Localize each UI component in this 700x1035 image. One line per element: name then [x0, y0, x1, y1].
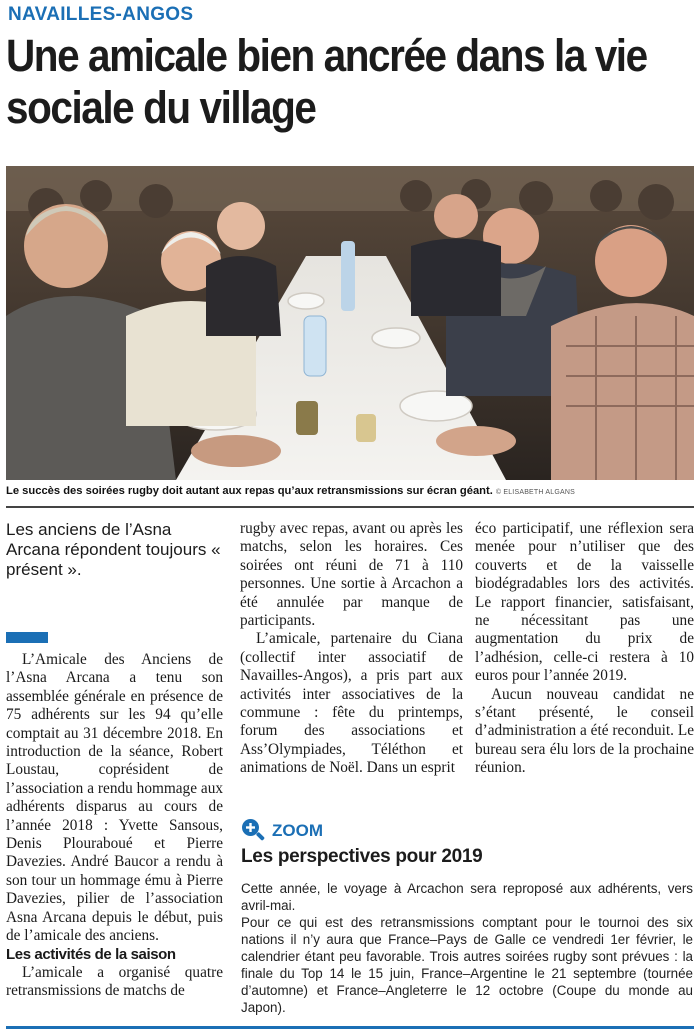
paragraph-rugby-part2: rugby avec repas, avant ou après les matchs, selon les horaires. Ces soirées ont réuni de 71 à 110 personnes. Une sortie à Arcachon a été annulée par manque de participants.: [240, 520, 463, 630]
accent-bar: [6, 632, 48, 643]
paragraph-general-assembly: L’Amicale des Anciens de l’Asna Arcana a tenu son assemblée générale en présence de 75 adhérents sur les 94 qu’elle comptait au 31 décembre 2018. En introduction de la séance, Robert Loustau, coprésident de l’association a rendu hommage aux adhérents disparus au cours de l’année 2018 : Yvette Sansous, Denis Plouraboué et Pierre Davezies. André Baucor a rendu à son tour un hommage ému à Pierre Davezies, pilier de l’association Asna Arcana depuis le début, puis de l’amicale des anciens.: [6, 651, 223, 945]
column-3: [475, 520, 694, 778]
zoom-label: ZOOM: [272, 821, 323, 840]
section-kicker: NAVAILLES-ANGOS: [8, 4, 194, 25]
headline: [6, 30, 647, 134]
magnifier-plus-icon: [240, 817, 266, 843]
headline-line-2: sociale du village: [6, 82, 316, 133]
dinner-scene-illustration: [6, 166, 694, 480]
zoom-title: Les perspectives pour 2019: [241, 846, 483, 867]
paragraph-ciana-part1: L’amicale, partenaire du Ciana (collectif inter associatif de Navailles-Angos), a pris part aux activités inter associatives de la commune : fête du printemps, forum des associations et Ass’Olympiades, Téléthon et animations de Noël. Dans un esprit: [240, 630, 463, 777]
column-2: [240, 520, 463, 778]
divider: [6, 506, 694, 508]
subhead-activities: Les activités de la saison: [6, 945, 176, 963]
paragraph-board: Aucun nouveau candidat ne s’étant présenté, le conseil d’administration a été reconduit. Le bureau sera élu lors de la prochaine réunion.: [475, 685, 694, 777]
zoom-text: [241, 880, 693, 1016]
zoom-paragraph-rugby: Pour ce qui est des retransmissions comptant pour le tournoi des six nations il n’y aura que France–Pays de Galle ce vendredi 1er février, le calendrier étant peu favorable. Trois autres soirées rugby sont prévues : la finale du Top 14 le 15 juin, France–Argentine le 21 septembre (tournée d’automne) et France–Angleterre le 12 octobre (Coupe du monde au Japon).: [241, 915, 693, 1015]
photo-caption: [6, 485, 696, 497]
zoom-paragraph-arcachon: Cette année, le voyage à Arcachon sera reproposé aux adhérents, vers avril-mai.: [241, 881, 693, 913]
photo-credit: © ELISABETH ALGANS: [495, 489, 576, 496]
bottom-rule: [6, 1026, 694, 1029]
column-1: [6, 520, 223, 1000]
caption-text: Le succès des soirées rugby doit autant aux repas qu’aux retransmissions sur écran géant.: [6, 485, 493, 497]
paragraph-rugby-part1: L’amicale a organisé quatre retransmissions de matchs de: [6, 963, 223, 999]
paragraph-ciana-part2: éco participatif, une réflexion sera menée pour n’utiliser que des couverts et de la vaisselle biodégradables lors des activités. Le rapport financier, satisfaisant, ne nécessitant pas une augmentation du prix de l’adhésion, celle-ci restera à 10 euros pour l’année 2019.: [475, 520, 694, 685]
headline-line-1: Une amicale bien ancrée dans la vie: [6, 30, 647, 81]
article-photo: [6, 166, 694, 480]
article-lead: Les anciens de l’Asna Arcana répondent toujours « présent ».: [6, 520, 221, 579]
